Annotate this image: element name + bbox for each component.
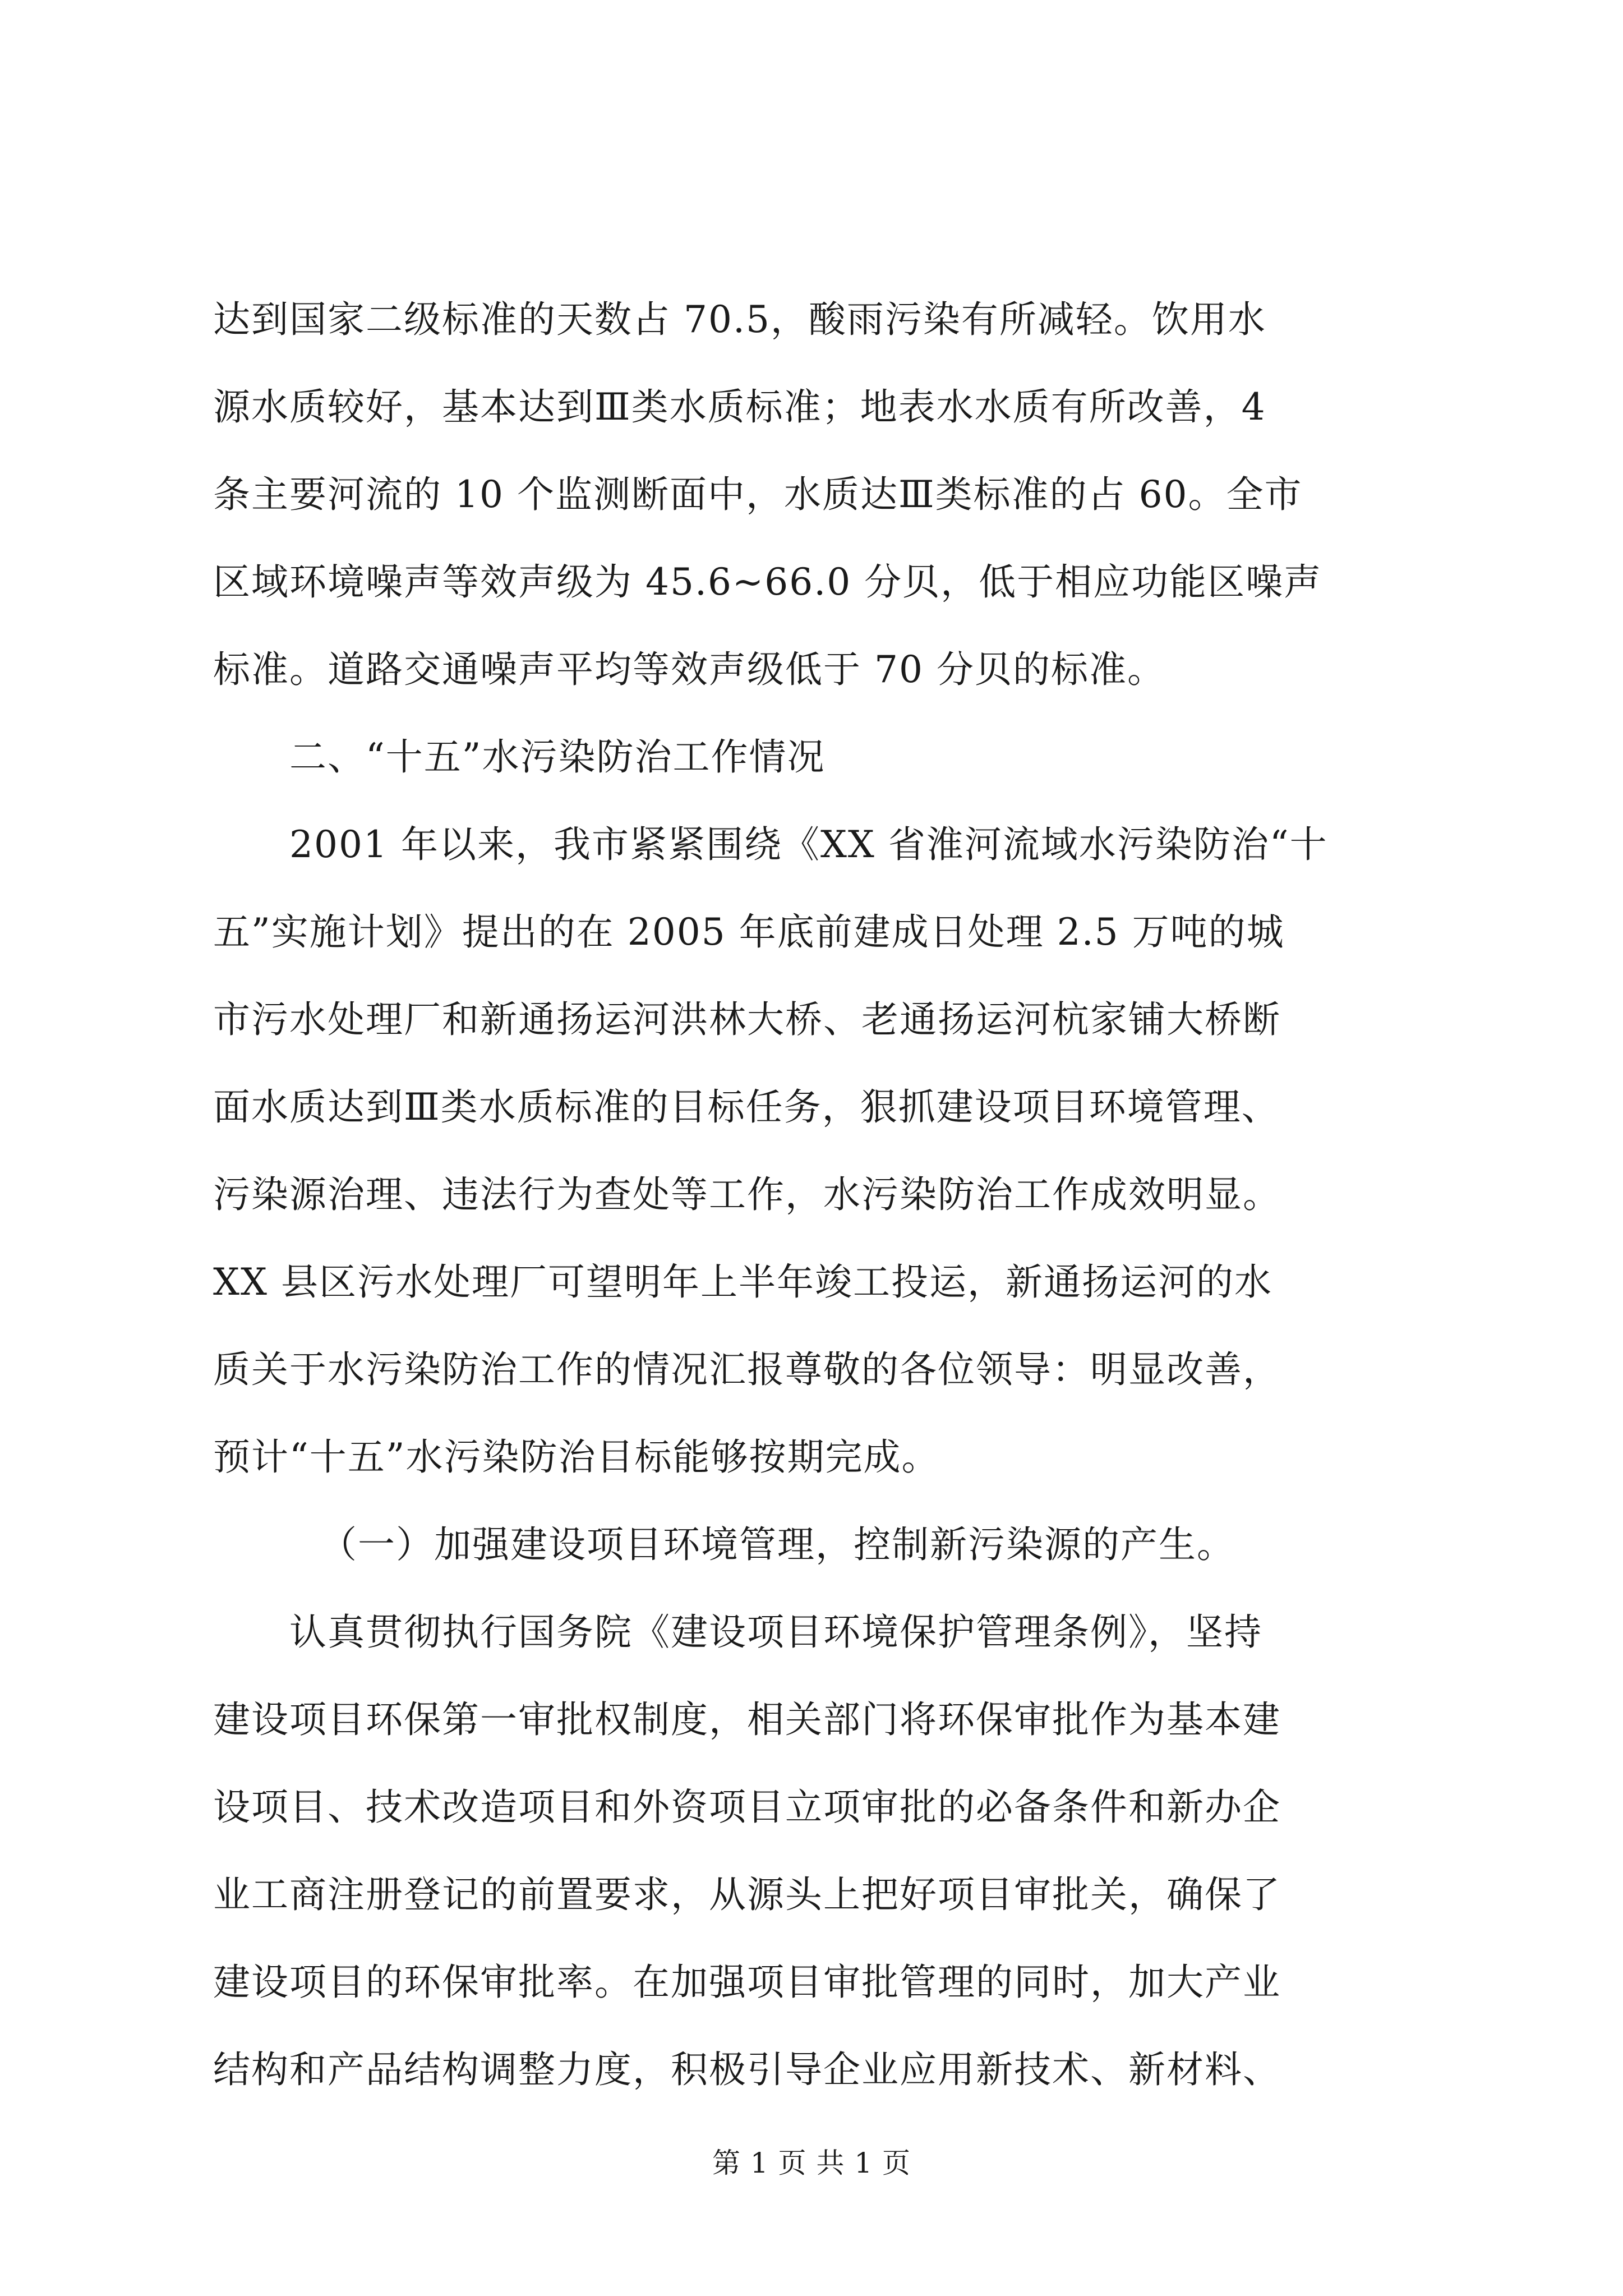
text-line: 条主要河流的 10 个监测断面中，水质达Ⅲ类标准的占 60。全市 xyxy=(213,473,1303,516)
text-line: 源水质较好，基本达到Ⅲ类水质标准；地表水水质有所改善，4 xyxy=(213,385,1266,429)
subsection-heading: （一）加强建设项目环境管理，控制新污染源的产生。 xyxy=(320,1523,1235,1566)
document-body xyxy=(213,292,1408,2129)
text-line: 质关于水污染防治工作的情况汇报尊敬的各位领导：明显改善， xyxy=(213,1348,1281,1391)
text-line: 结构和产品结构调整力度，积极引导企业应用新技术、新材料、 xyxy=(213,2048,1281,2091)
text-line: XX 县区污水处理厂可望明年上半年竣工投运，新通扬运河的水 xyxy=(213,1260,1272,1304)
page-footer: 第 1 页 共 1 页 xyxy=(712,2147,911,2179)
text-line: 认真贯彻执行国务院《建设项目环境保护管理条例》，坚持 xyxy=(289,1611,1262,1654)
text-line: 设项目、技术改造项目和外资项目立项审批的必备条件和新办企 xyxy=(213,1786,1281,1829)
text-line: 业工商注册登记的前置要求，从源头上把好项目审批关，确保了 xyxy=(213,1873,1281,1916)
text-line: 市污水处理厂和新通扬运河洪林大桥、老通扬运河杭家铺大桥断 xyxy=(213,998,1281,1041)
text-line: 2001 年以来，我市紧紧围绕《XX 省淮河流域水污染防治“十 xyxy=(289,823,1328,866)
text-line: 达到国家二级标准的天数占 70.5，酸雨污染有所减轻。饮用水 xyxy=(213,298,1266,341)
text-line: 五”实施计划》提出的在 2005 年底前建成日处理 2.5 万吨的城 xyxy=(213,910,1285,954)
text-line: 预计“十五”水污染防治目标能够按期完成。 xyxy=(213,1435,940,1479)
text-line: 建设项目的环保审批率。在加强项目审批管理的同时，加大产业 xyxy=(213,1961,1281,2004)
text-line: 区域环境噪声等效声级为 45.6~66.0 分贝，低于相应功能区噪声 xyxy=(213,560,1322,604)
text-line: 建设项目环保第一审批权制度，相关部门将环保审批作为基本建 xyxy=(213,1698,1281,1741)
section-heading: 二、“十五”水污染防治工作情况 xyxy=(289,735,826,779)
text-line: 标准。道路交通噪声平均等效声级低于 70 分贝的标准。 xyxy=(213,648,1165,691)
text-line: 面水质达到Ⅲ类水质标准的目标任务，狠抓建设项目环境管理、 xyxy=(213,1085,1280,1129)
text-line: 污染源治理、违法行为查处等工作，水污染防治工作成效明显。 xyxy=(213,1173,1281,1216)
